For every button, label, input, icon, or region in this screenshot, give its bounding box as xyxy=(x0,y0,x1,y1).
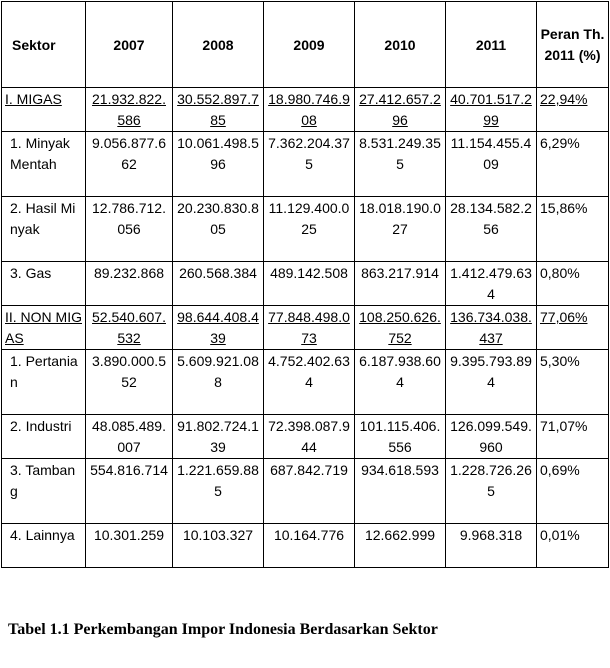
value-2008: 5.609.921.088 xyxy=(173,350,264,415)
peran-value: 77,06% xyxy=(537,306,609,350)
peran-value: 15,86% xyxy=(537,197,609,262)
header-2011: 2011 xyxy=(446,2,537,88)
header-2010: 2010 xyxy=(355,2,446,88)
sector-name: 3. Gas xyxy=(2,262,86,306)
value-2010: 27.412.657.296 xyxy=(355,88,446,132)
value-2011: 1.412.479.634 xyxy=(446,262,537,306)
value-2007: 21.932.822.586 xyxy=(86,88,173,132)
value-2009: 72.398.087.944 xyxy=(264,415,355,459)
sector-name: II. NON MIGAS xyxy=(2,306,86,350)
sector-name: 2. Industri xyxy=(2,415,86,459)
value-2008: 10.103.327 xyxy=(173,524,264,568)
value-2010: 12.662.999 xyxy=(355,524,446,568)
value-2008: 91.802.724.139 xyxy=(173,415,264,459)
value-2010: 6.187.938.604 xyxy=(355,350,446,415)
peran-value: 6,29% xyxy=(537,132,609,197)
value-2009: 11.129.400.025 xyxy=(264,197,355,262)
table-row xyxy=(2,197,609,262)
header-2009: 2009 xyxy=(264,2,355,88)
table-row xyxy=(2,524,609,568)
value-2010: 863.217.914 xyxy=(355,262,446,306)
peran-value: 5,30% xyxy=(537,350,609,415)
table-caption: Tabel 1.1 Perkembangan Impor Indonesia Berdasarkan Sektor xyxy=(8,621,438,638)
table-row xyxy=(2,459,609,524)
value-2010: 934.618.593 xyxy=(355,459,446,524)
import-sector-table xyxy=(1,1,609,568)
sector-name: 4. Lainnya xyxy=(2,524,86,568)
value-2011: 1.228.726.265 xyxy=(446,459,537,524)
value-2009: 4.752.402.634 xyxy=(264,350,355,415)
peran-value: 71,07% xyxy=(537,415,609,459)
value-2007: 10.301.259 xyxy=(86,524,173,568)
value-2008: 10.061.498.596 xyxy=(173,132,264,197)
value-2007: 48.085.489.007 xyxy=(86,415,173,459)
value-2009: 489.142.508 xyxy=(264,262,355,306)
value-2011: 9.395.793.894 xyxy=(446,350,537,415)
value-2007: 554.816.714 xyxy=(86,459,173,524)
table-row xyxy=(2,350,609,415)
table-row xyxy=(2,88,609,132)
value-2007: 9.056.877.662 xyxy=(86,132,173,197)
value-2011: 28.134.582.256 xyxy=(446,197,537,262)
sector-name: 3. Tambang xyxy=(2,459,86,524)
value-2011: 11.154.455.409 xyxy=(446,132,537,197)
value-2008: 20.230.830.805 xyxy=(173,197,264,262)
header-peran: Peran Th. 2011 (%) xyxy=(537,2,609,88)
sector-name: I. MIGAS xyxy=(2,88,86,132)
value-2007: 52.540.607.532 xyxy=(86,306,173,350)
peran-value: 22,94% xyxy=(537,88,609,132)
value-2007: 89.232.868 xyxy=(86,262,173,306)
value-2008: 260.568.384 xyxy=(173,262,264,306)
value-2009: 77.848.498.073 xyxy=(264,306,355,350)
value-2009: 687.842.719 xyxy=(264,459,355,524)
peran-value: 0,01% xyxy=(537,524,609,568)
header-row xyxy=(2,2,609,88)
value-2011: 126.099.549.960 xyxy=(446,415,537,459)
value-2009: 10.164.776 xyxy=(264,524,355,568)
table-row xyxy=(2,306,609,350)
sector-name: 1. Pertanian xyxy=(2,350,86,415)
value-2009: 7.362.204.375 xyxy=(264,132,355,197)
value-2010: 108.250.626.752 xyxy=(355,306,446,350)
sector-name: 1. Minyak Mentah xyxy=(2,132,86,197)
value-2009: 18.980.746.908 xyxy=(264,88,355,132)
sector-name: 2. Hasil Minyak xyxy=(2,197,86,262)
table-row xyxy=(2,415,609,459)
value-2010: 101.115.406.556 xyxy=(355,415,446,459)
value-2011: 136.734.038.437 xyxy=(446,306,537,350)
table-row xyxy=(2,132,609,197)
value-2007: 12.786.712.056 xyxy=(86,197,173,262)
header-2008: 2008 xyxy=(173,2,264,88)
value-2010: 8.531.249.355 xyxy=(355,132,446,197)
peran-value: 0,69% xyxy=(537,459,609,524)
value-2008: 30.552.897.785 xyxy=(173,88,264,132)
value-2011: 9.968.318 xyxy=(446,524,537,568)
table-row xyxy=(2,262,609,306)
value-2008: 98.644.408.439 xyxy=(173,306,264,350)
header-sektor: Sektor xyxy=(2,2,86,88)
peran-value: 0,80% xyxy=(537,262,609,306)
value-2007: 3.890.000.552 xyxy=(86,350,173,415)
value-2011: 40.701.517.299 xyxy=(446,88,537,132)
value-2010: 18.018.190.027 xyxy=(355,197,446,262)
header-2007: 2007 xyxy=(86,2,173,88)
value-2008: 1.221.659.885 xyxy=(173,459,264,524)
